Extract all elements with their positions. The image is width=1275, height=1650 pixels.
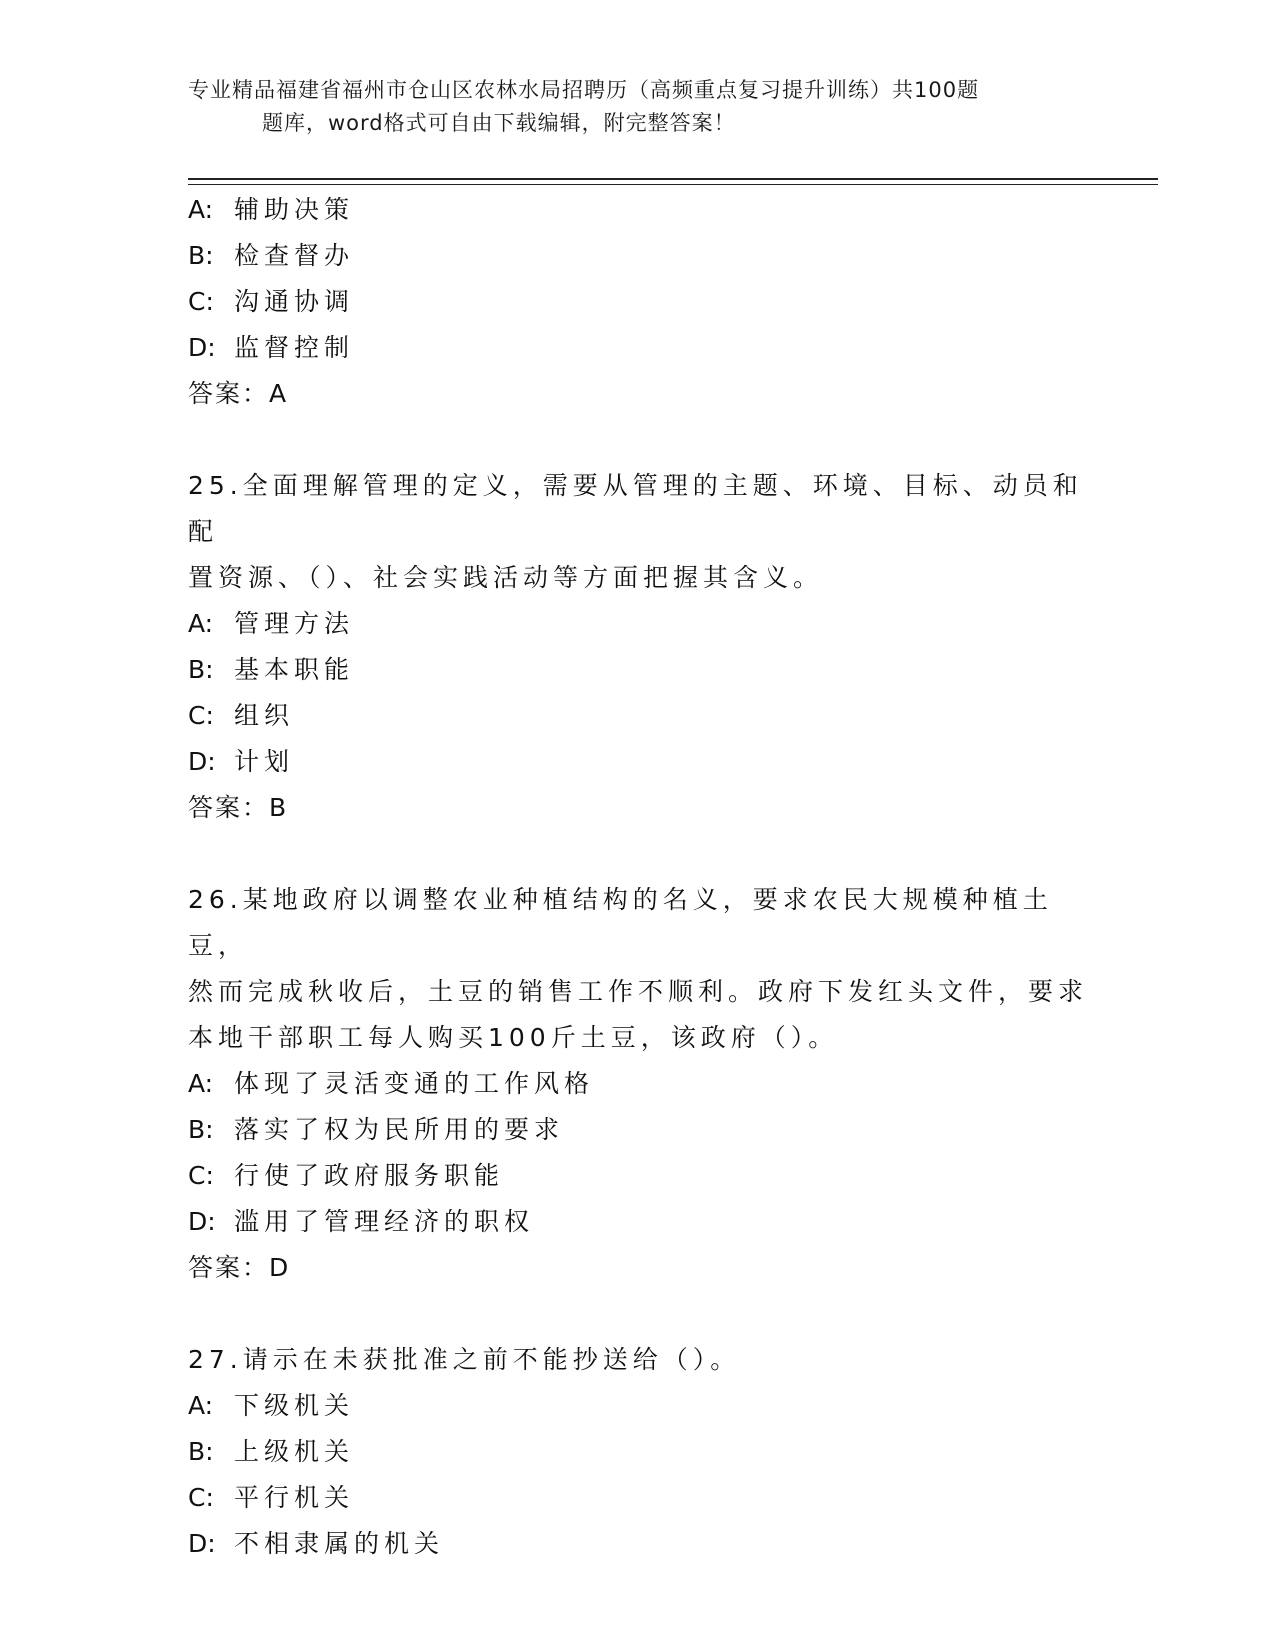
option-text: 下级机关: [234, 1391, 355, 1420]
header-divider-thick: [188, 178, 1158, 180]
option-text: 体现了灵活变通的工作风格: [234, 1069, 595, 1098]
option-letter: D:: [188, 1207, 216, 1236]
option-letter: D:: [188, 1529, 216, 1558]
option-text: 计划: [234, 747, 295, 776]
option-text: 组织: [234, 701, 295, 730]
option-b: [188, 1429, 1088, 1475]
option-c: [188, 279, 1088, 325]
option-letter: C:: [188, 1483, 214, 1512]
option-a: [188, 1061, 1088, 1107]
option-c: [188, 693, 1088, 739]
answer-line: 答案：A: [188, 379, 289, 408]
option-letter: B:: [188, 241, 214, 270]
answer-line: 答案：D: [188, 1253, 291, 1282]
question-stem-line: 置资源、（）、社会实践活动等方面把握其含义。: [188, 563, 824, 592]
option-c: [188, 1153, 1088, 1199]
option-text: 平行机关: [234, 1483, 355, 1512]
option-c: [188, 1475, 1088, 1521]
question-stem-line: 25.全面理解管理的定义，需要从管理的主题、环境、目标、动员和配: [188, 471, 1083, 546]
header-title-line-2: 题库，word格式可自由下载编辑，附完整答案！: [262, 111, 736, 135]
option-text: 落实了权为民所用的要求: [234, 1115, 565, 1144]
option-text: 辅助决策: [234, 195, 355, 224]
option-letter: B:: [188, 655, 214, 684]
option-text: 监督控制: [234, 333, 355, 362]
option-letter: D:: [188, 333, 216, 362]
option-text: 行使了政府服务职能: [234, 1161, 505, 1190]
option-text: 管理方法: [234, 609, 355, 638]
option-d: [188, 1199, 1088, 1245]
question-stem-line: 本地干部职工每人购买100斤土豆，该政府（）。: [188, 1023, 839, 1052]
option-d: [188, 739, 1088, 785]
option-text: 上级机关: [234, 1437, 355, 1466]
option-letter: C:: [188, 1161, 214, 1190]
question-content: [188, 187, 1088, 1567]
header-title-line-1: 专业精品福建省福州市仓山区农林水局招聘历（高频重点复习提升训练）共100题: [188, 78, 980, 102]
answer-line: 答案：B: [188, 793, 289, 822]
option-letter: B:: [188, 1115, 214, 1144]
option-b: [188, 233, 1088, 279]
option-text: 滥用了管理经济的职权: [234, 1207, 535, 1236]
option-a: [188, 187, 1088, 233]
option-letter: C:: [188, 701, 214, 730]
option-a: [188, 601, 1088, 647]
option-letter: A:: [188, 609, 214, 638]
question-stem-line: 然而完成秋收后，土豆的销售工作不顺利。政府下发红头文件，要求: [188, 977, 1089, 1006]
option-letter: C:: [188, 287, 214, 316]
option-letter: D:: [188, 747, 216, 776]
option-text: 检查督办: [234, 241, 355, 270]
option-d: [188, 1521, 1088, 1567]
question-stem-line: 27.请示在未获批准之前不能抄送给（）。: [188, 1345, 741, 1374]
option-b: [188, 647, 1088, 693]
option-b: [188, 1107, 1088, 1153]
option-a: [188, 1383, 1088, 1429]
option-d: [188, 325, 1088, 371]
option-letter: A:: [188, 195, 214, 224]
question-block-26: [188, 877, 1088, 1291]
question-block-25: [188, 463, 1088, 831]
option-text: 沟通协调: [234, 287, 355, 316]
header-divider-thin: [188, 184, 1158, 185]
question-block-prev: [188, 187, 1088, 417]
option-text: 不相隶属的机关: [234, 1529, 445, 1558]
question-stem-line: 26.某地政府以调整农业种植结构的名义，要求农民大规模种植土豆，: [188, 885, 1053, 960]
page-header: [188, 74, 1088, 140]
option-letter: B:: [188, 1437, 214, 1466]
option-letter: A:: [188, 1069, 214, 1098]
option-letter: A:: [188, 1391, 214, 1420]
option-text: 基本职能: [234, 655, 355, 684]
question-block-27: [188, 1337, 1088, 1567]
